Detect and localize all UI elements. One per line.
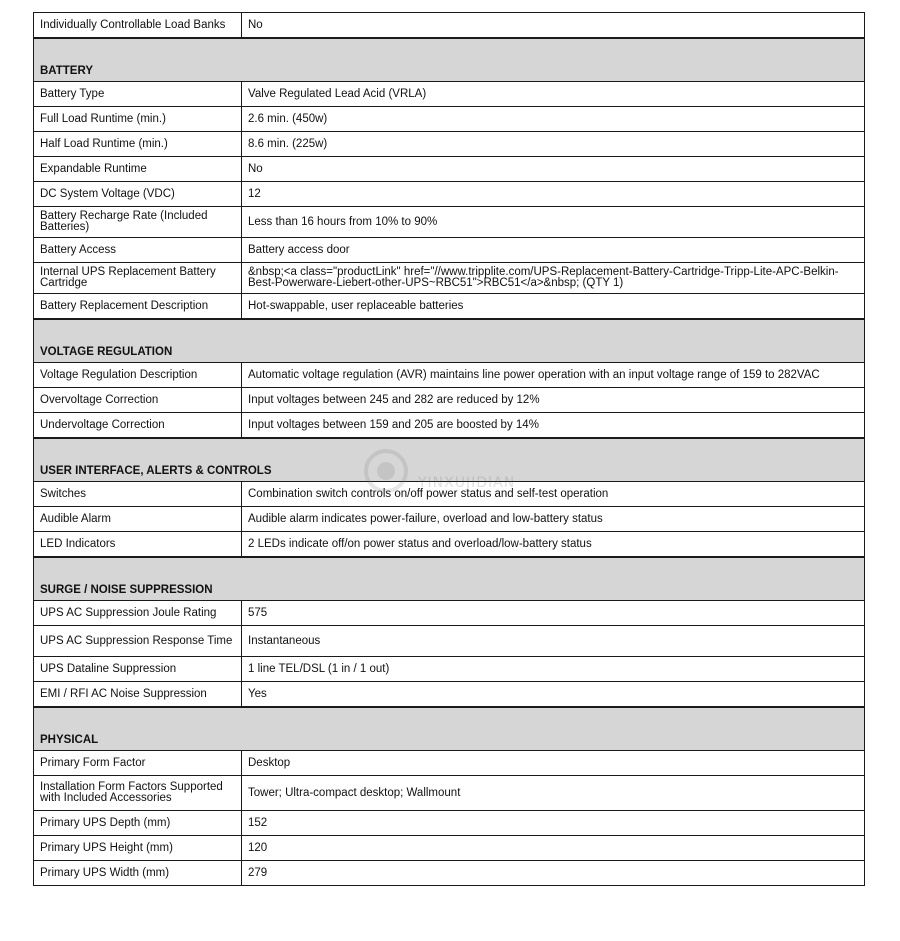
spec-value: 120 — [242, 836, 865, 861]
spec-value: Input voltages between 159 and 205 are boosted by 14% — [242, 413, 865, 439]
spec-label: Half Load Runtime (min.) — [34, 132, 242, 157]
spec-label: Overvoltage Correction — [34, 388, 242, 413]
spec-value: &nbsp;<a class="productLink" href="//www.tripplite.com/UPS-Replacement-Battery-Cartridge-Tripp-Lite-APC-Belkin-Best-Powerware-Liebert-other-UPS~RBC51">RBC51</a>&nbsp; (QTY 1) — [242, 263, 865, 294]
spec-label: Internal UPS Replacement Battery Cartridge — [34, 263, 242, 294]
spec-row — [34, 776, 865, 811]
spec-value: Yes — [242, 682, 865, 708]
spec-row — [34, 388, 865, 413]
spec-row — [34, 132, 865, 157]
spec-label: Expandable Runtime — [34, 157, 242, 182]
spec-value: Battery access door — [242, 238, 865, 263]
spec-row — [34, 507, 865, 532]
spec-row — [34, 363, 865, 388]
spec-row — [34, 532, 865, 558]
spec-row — [34, 82, 865, 107]
spec-value: No — [242, 13, 865, 39]
spec-label: Voltage Regulation Description — [34, 363, 242, 388]
spec-value: 2 LEDs indicate off/on power status and overload/low-battery status — [242, 532, 865, 558]
spec-row — [34, 207, 865, 238]
spec-value: 1 line TEL/DSL (1 in / 1 out) — [242, 657, 865, 682]
spec-label: UPS AC Suppression Response Time — [34, 626, 242, 657]
section-header — [34, 38, 865, 82]
spec-value: Input voltages between 245 and 282 are reduced by 12% — [242, 388, 865, 413]
spec-row — [34, 182, 865, 207]
spec-label: Primary UPS Depth (mm) — [34, 811, 242, 836]
section-header — [34, 438, 865, 482]
spec-label: Individually Controllable Load Banks — [34, 13, 242, 39]
spec-value: Valve Regulated Lead Acid (VRLA) — [242, 82, 865, 107]
spec-label: Battery Replacement Description — [34, 294, 242, 320]
section-header — [34, 557, 865, 601]
spec-label: Battery Recharge Rate (Included Batteries) — [34, 207, 242, 238]
spec-value: Instantaneous — [242, 626, 865, 657]
spec-row — [34, 836, 865, 861]
spec-value: Less than 16 hours from 10% to 90% — [242, 207, 865, 238]
spec-value: No — [242, 157, 865, 182]
spec-table-body — [34, 13, 865, 886]
spec-value: 2.6 min. (450w) — [242, 107, 865, 132]
section-title: VOLTAGE REGULATION — [34, 319, 865, 363]
spec-label: DC System Voltage (VDC) — [34, 182, 242, 207]
spec-label: Primary UPS Height (mm) — [34, 836, 242, 861]
spec-label: EMI / RFI AC Noise Suppression — [34, 682, 242, 708]
section-title: USER INTERFACE, ALERTS & CONTROLS — [34, 438, 865, 482]
spec-row — [34, 861, 865, 886]
spec-row — [34, 107, 865, 132]
spec-value: 575 — [242, 601, 865, 626]
spec-row — [34, 682, 865, 708]
spec-row — [34, 157, 865, 182]
spec-label: UPS Dataline Suppression — [34, 657, 242, 682]
spec-label: Switches — [34, 482, 242, 507]
spec-label: Installation Form Factors Supported with Included Accessories — [34, 776, 242, 811]
section-title: BATTERY — [34, 38, 865, 82]
spec-value: 12 — [242, 182, 865, 207]
spec-value: Tower; Ultra-compact desktop; Wallmount — [242, 776, 865, 811]
spec-value: Automatic voltage regulation (AVR) maintains line power operation with an input voltage range of 159 to 282VAC — [242, 363, 865, 388]
spec-row — [34, 811, 865, 836]
spec-value: Audible alarm indicates power-failure, overload and low-battery status — [242, 507, 865, 532]
spec-table — [33, 12, 865, 886]
spec-label: Battery Access — [34, 238, 242, 263]
section-title: SURGE / NOISE SUPPRESSION — [34, 557, 865, 601]
spec-row — [34, 263, 865, 294]
spec-row — [34, 413, 865, 439]
spec-value: Combination switch controls on/off power status and self-test operation — [242, 482, 865, 507]
spec-row — [34, 13, 865, 39]
spec-row — [34, 294, 865, 320]
spec-label: Undervoltage Correction — [34, 413, 242, 439]
spec-value: 152 — [242, 811, 865, 836]
spec-label: Full Load Runtime (min.) — [34, 107, 242, 132]
spec-label: Primary UPS Width (mm) — [34, 861, 242, 886]
spec-label: Battery Type — [34, 82, 242, 107]
spec-value: Hot-swappable, user replaceable batteries — [242, 294, 865, 320]
spec-label: LED Indicators — [34, 532, 242, 558]
spec-value: Desktop — [242, 751, 865, 776]
spec-row — [34, 601, 865, 626]
spec-label: Audible Alarm — [34, 507, 242, 532]
section-header — [34, 319, 865, 363]
spec-row — [34, 482, 865, 507]
spec-row — [34, 657, 865, 682]
spec-value: 279 — [242, 861, 865, 886]
watermark-text: YINXUJIDIAN — [418, 475, 516, 491]
spec-label: UPS AC Suppression Joule Rating — [34, 601, 242, 626]
spec-label: Primary Form Factor — [34, 751, 242, 776]
spec-sheet — [33, 12, 864, 886]
spec-row — [34, 751, 865, 776]
section-header — [34, 707, 865, 751]
section-title: PHYSICAL — [34, 707, 865, 751]
spec-row — [34, 626, 865, 657]
spec-row — [34, 238, 865, 263]
spec-value: 8.6 min. (225w) — [242, 132, 865, 157]
